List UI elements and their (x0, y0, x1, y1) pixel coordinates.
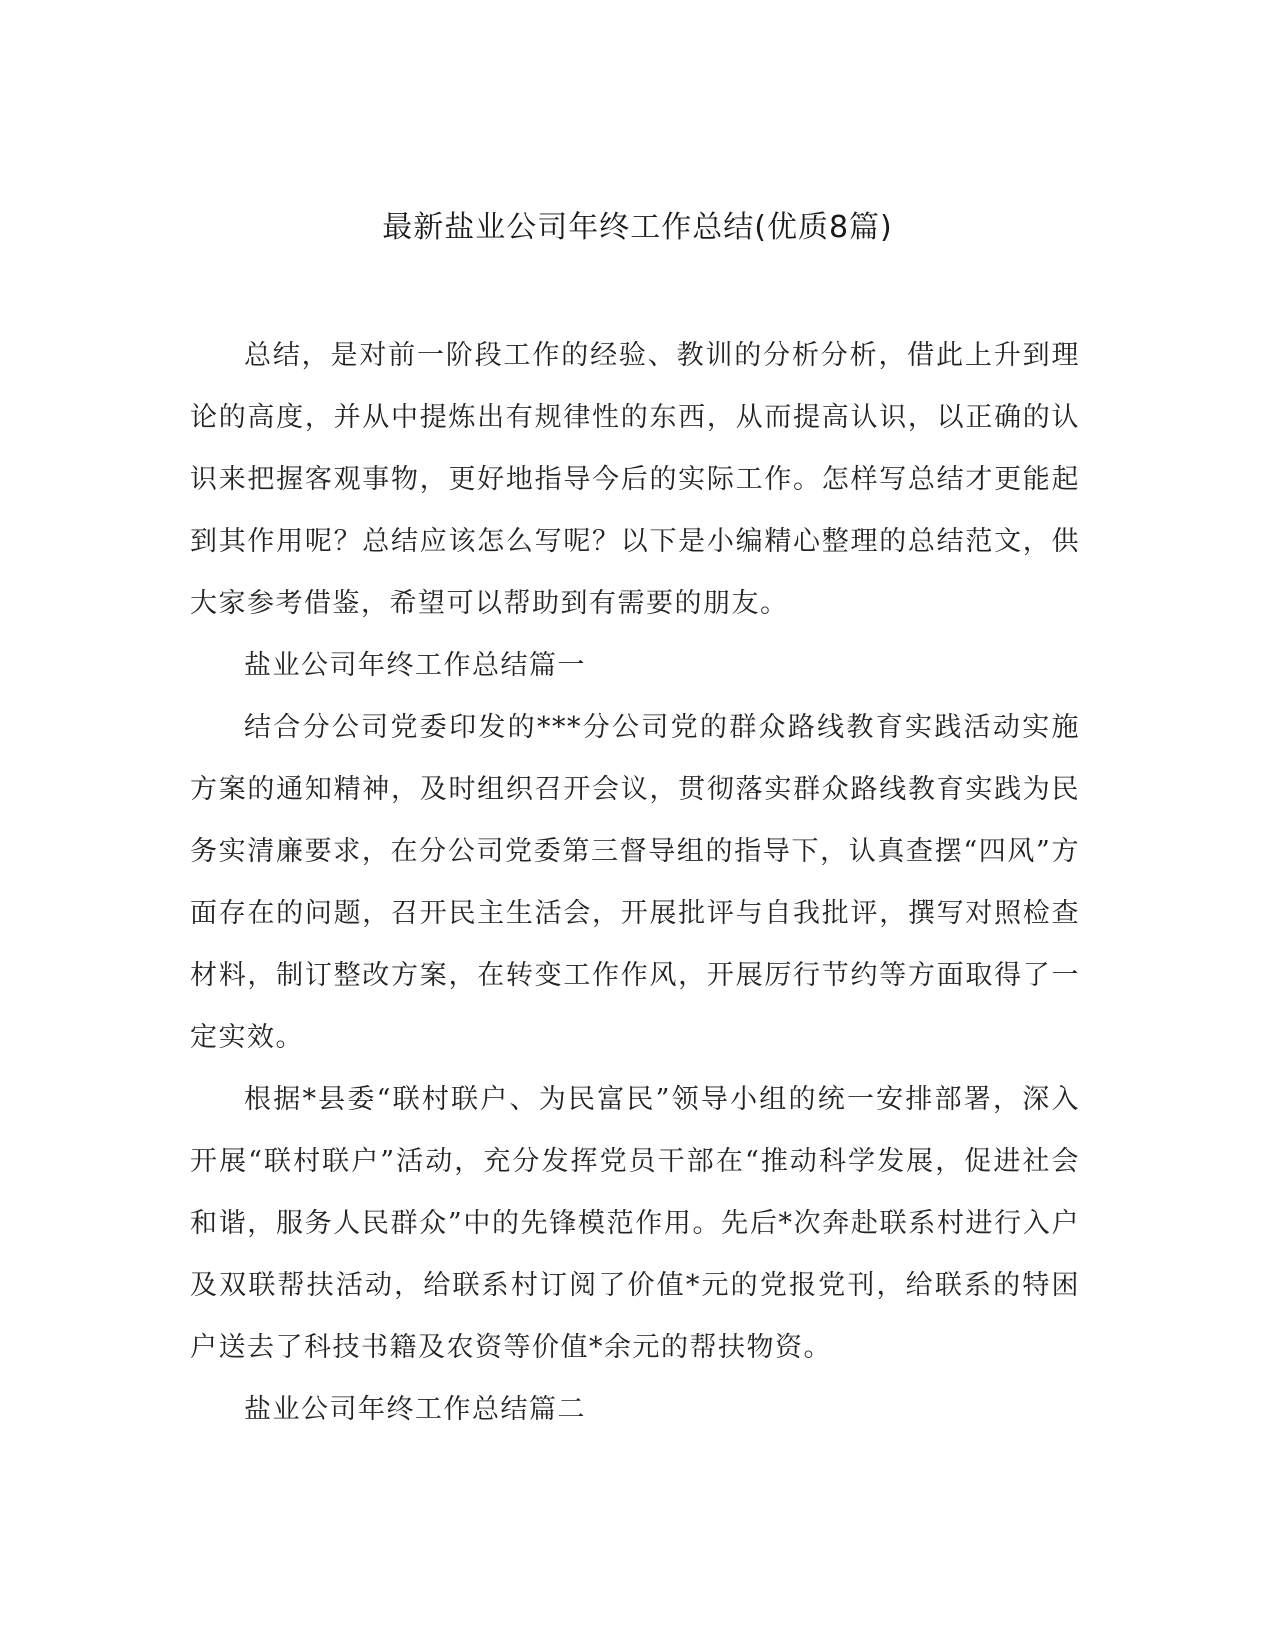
section-heading-1: 盐业公司年终工作总结篇一 (244, 650, 586, 681)
document-body (190, 325, 1080, 1441)
document-title: 最新盐业公司年终工作总结(优质8篇) (382, 210, 893, 245)
section-1-paragraph-1: 结合分公司党委印发的***分公司党的群众路线教育实践活动实施方案的通知精神，及时组织召开会议，贯彻落实群众路线教育实践为民务实清廉要求，在分公司党委第三督导组的指导下，认真查摆“四风”方面存在的问题，召开民主生活会，开展批评与自我批评，撰写对照检查材料，制订整改方案，在转变工作作风，开展厉行节约等方面取得了一定实效。 (190, 712, 1080, 1053)
section-1-paragraph-2: 根据*县委“联村联户、为民富民”领导小组的统一安排部署，深入开展“联村联户”活动，充分发挥党员干部在“推动科学发展，促进社会和谐，服务人民群众”中的先锋模范作用。先后*次奔赴联系村进行入户及双联帮扶活动，给联系村订阅了价值*元的党报党刊，给联系的特困户送去了科技书籍及农资等价值*余元的帮扶物资。 (190, 1084, 1080, 1363)
intro-paragraph: 总结，是对前一阶段工作的经验、教训的分析分析，借此上升到理论的高度，并从中提炼出有规律性的东西，从而提高认识，以正确的认识来把握客观事物，更好地指导今后的实际工作。怎样写总结才更能起到其作用呢？总结应该怎么写呢？以下是小编精心整理的总结范文，供大家参考借鉴，希望可以帮助到有需要的朋友。 (190, 340, 1080, 619)
section-heading-2: 盐业公司年终工作总结篇二 (244, 1394, 586, 1425)
